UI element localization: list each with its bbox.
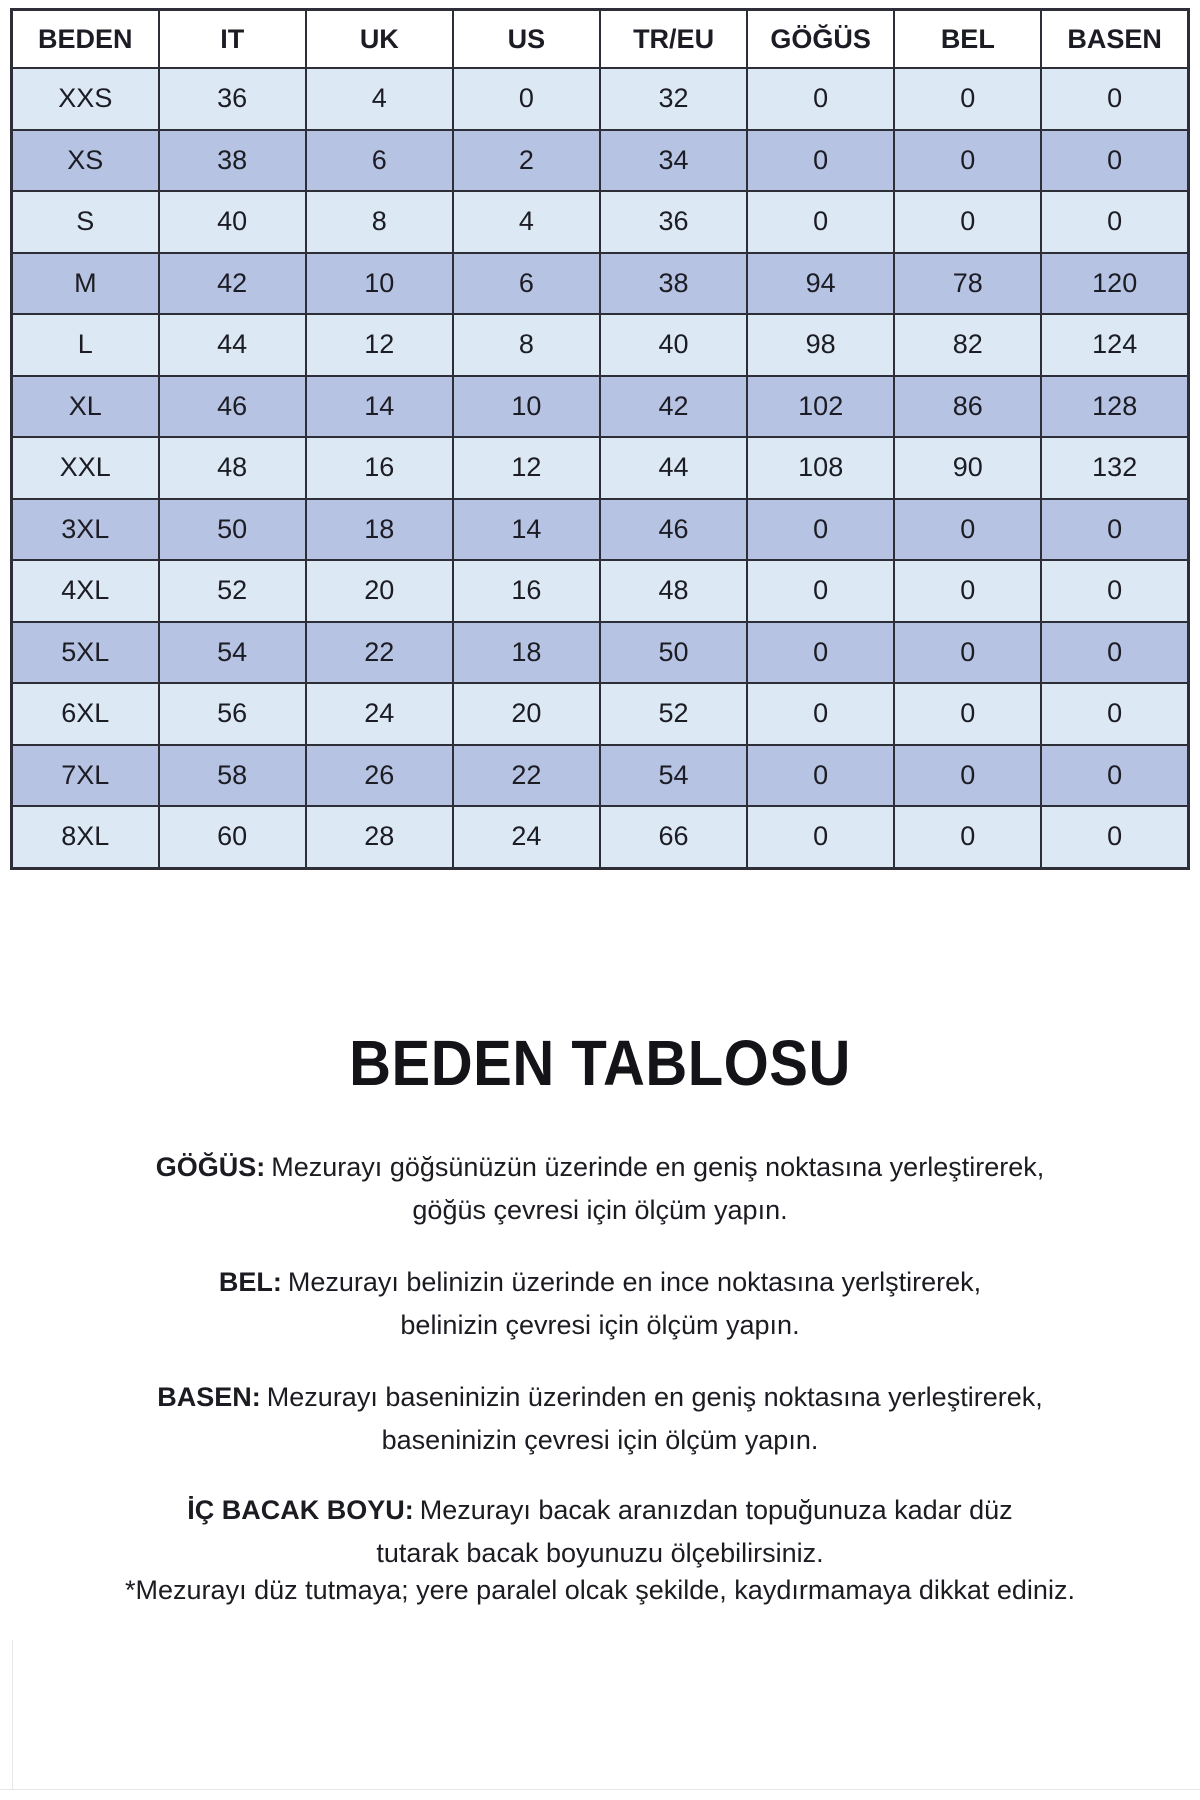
- size-value-cell: 40: [159, 191, 306, 253]
- size-value-cell: 40: [600, 314, 747, 376]
- size-value-cell: 44: [159, 314, 306, 376]
- size-value-cell: 44: [600, 437, 747, 499]
- column-header: GÖĞÜS: [747, 10, 894, 69]
- size-value-cell: 4: [453, 191, 600, 253]
- size-value-cell: 48: [159, 437, 306, 499]
- size-value-cell: 18: [306, 499, 453, 561]
- size-value-cell: 0: [894, 806, 1041, 868]
- instruction-line-1: [60, 1146, 1140, 1189]
- size-value-cell: 78: [894, 253, 1041, 315]
- size-value-cell: 50: [159, 499, 306, 561]
- instruction-line-2: belinizin çevresi için ölçüm yapın.: [400, 1310, 800, 1340]
- column-header: BEL: [894, 10, 1041, 69]
- size-value-cell: 0: [1041, 683, 1188, 745]
- size-value-cell: 18: [453, 622, 600, 684]
- size-value-cell: 6: [306, 130, 453, 192]
- column-header: BASEN: [1041, 10, 1188, 69]
- size-label-cell: 6XL: [12, 683, 159, 745]
- size-value-cell: 124: [1041, 314, 1188, 376]
- size-value-cell: 4: [306, 68, 453, 130]
- instruction-label: İÇ BACAK BOYU:: [187, 1495, 414, 1525]
- size-value-cell: 12: [306, 314, 453, 376]
- size-value-cell: 38: [159, 130, 306, 192]
- size-value-cell: 36: [159, 68, 306, 130]
- measurement-warning-note: *Mezurayı düz tutmaya; yere paralel olcak şekilde, kaydırmamaya dikkat ediniz.: [125, 1575, 1075, 1605]
- size-value-cell: 8: [306, 191, 453, 253]
- size-value-cell: 0: [747, 683, 894, 745]
- instruction-basen: [60, 1376, 1140, 1462]
- table-row: [12, 314, 1189, 376]
- size-value-cell: 12: [453, 437, 600, 499]
- size-label-cell: S: [12, 191, 159, 253]
- size-value-cell: 6: [453, 253, 600, 315]
- size-value-cell: 0: [894, 622, 1041, 684]
- size-value-cell: 52: [159, 560, 306, 622]
- instruction-line-1: [60, 1261, 1140, 1304]
- size-value-cell: 38: [600, 253, 747, 315]
- size-value-cell: 54: [159, 622, 306, 684]
- size-value-cell: 46: [600, 499, 747, 561]
- size-value-cell: 8: [453, 314, 600, 376]
- size-value-cell: 20: [453, 683, 600, 745]
- column-header: IT: [159, 10, 306, 69]
- size-value-cell: 24: [306, 683, 453, 745]
- size-label-cell: M: [12, 253, 159, 315]
- column-header: US: [453, 10, 600, 69]
- size-value-cell: 0: [894, 499, 1041, 561]
- size-value-cell: 0: [747, 130, 894, 192]
- size-value-cell: 16: [453, 560, 600, 622]
- size-label-cell: XXS: [12, 68, 159, 130]
- page-title: BEDEN TABLOSU: [349, 1027, 851, 1100]
- column-header: UK: [306, 10, 453, 69]
- size-value-cell: 0: [1041, 130, 1188, 192]
- instruction-label: BASEN:: [157, 1382, 261, 1412]
- size-label-cell: XXL: [12, 437, 159, 499]
- size-value-cell: 0: [894, 683, 1041, 745]
- instruction-line-2: baseninizin çevresi için ölçüm yapın.: [381, 1425, 819, 1455]
- size-value-cell: 108: [747, 437, 894, 499]
- size-value-cell: 0: [747, 745, 894, 807]
- size-value-cell: 94: [747, 253, 894, 315]
- size-value-cell: 0: [1041, 68, 1188, 130]
- size-value-cell: 0: [1041, 560, 1188, 622]
- size-value-cell: 0: [894, 745, 1041, 807]
- size-value-cell: 120: [1041, 253, 1188, 315]
- size-value-cell: 10: [306, 253, 453, 315]
- size-value-cell: 82: [894, 314, 1041, 376]
- size-value-cell: 0: [747, 622, 894, 684]
- size-value-cell: 0: [747, 68, 894, 130]
- size-value-cell: 0: [1041, 499, 1188, 561]
- size-value-cell: 10: [453, 376, 600, 438]
- size-value-cell: 0: [894, 191, 1041, 253]
- size-value-cell: 90: [894, 437, 1041, 499]
- table-row: [12, 806, 1189, 868]
- table-row: [12, 376, 1189, 438]
- instruction-ic-bacak-boyu: [60, 1489, 1140, 1575]
- size-label-cell: 4XL: [12, 560, 159, 622]
- size-value-cell: 60: [159, 806, 306, 868]
- size-value-cell: 102: [747, 376, 894, 438]
- size-table: [10, 8, 1190, 870]
- size-value-cell: 0: [747, 191, 894, 253]
- size-label-cell: XL: [12, 376, 159, 438]
- size-value-cell: 36: [600, 191, 747, 253]
- size-value-cell: 0: [1041, 191, 1188, 253]
- size-value-cell: 22: [453, 745, 600, 807]
- size-value-cell: 98: [747, 314, 894, 376]
- size-value-cell: 22: [306, 622, 453, 684]
- instruction-text: Mezurayı göğsünüzün üzerinde en geniş noktasına yerleştirerek,: [271, 1152, 1045, 1182]
- size-value-cell: 0: [747, 499, 894, 561]
- table-row: [12, 437, 1189, 499]
- instruction-label: GÖĞÜS:: [155, 1152, 266, 1182]
- size-value-cell: 128: [1041, 376, 1188, 438]
- instruction-line-2: göğüs çevresi için ölçüm yapın.: [412, 1195, 788, 1225]
- size-value-cell: 24: [453, 806, 600, 868]
- table-row: [12, 68, 1189, 130]
- column-header: BEDEN: [12, 10, 159, 69]
- instruction-line-2: tutarak bacak boyunuzu ölçebilirsiniz.: [376, 1538, 824, 1568]
- size-label-cell: 7XL: [12, 745, 159, 807]
- size-label-cell: 5XL: [12, 622, 159, 684]
- size-label-cell: 8XL: [12, 806, 159, 868]
- size-value-cell: 52: [600, 683, 747, 745]
- panel-edge-horizontal: [0, 1789, 1200, 1790]
- size-value-cell: 16: [306, 437, 453, 499]
- instruction-text: Mezurayı baseninizin üzerinden en geniş noktasına yerleştirerek,: [266, 1382, 1043, 1412]
- column-header: TR/EU: [600, 10, 747, 69]
- size-value-cell: 48: [600, 560, 747, 622]
- size-value-cell: 0: [894, 68, 1041, 130]
- instruction-bel: [60, 1261, 1140, 1347]
- size-value-cell: 58: [159, 745, 306, 807]
- size-value-cell: 0: [453, 68, 600, 130]
- table-row: [12, 130, 1189, 192]
- size-value-cell: 32: [600, 68, 747, 130]
- size-value-cell: 0: [1041, 745, 1188, 807]
- instruction-gogus: [60, 1146, 1140, 1232]
- table-row: [12, 560, 1189, 622]
- size-value-cell: 0: [747, 806, 894, 868]
- size-value-cell: 26: [306, 745, 453, 807]
- size-value-cell: 14: [306, 376, 453, 438]
- size-label-cell: L: [12, 314, 159, 376]
- table-row: [12, 683, 1189, 745]
- size-value-cell: 0: [894, 130, 1041, 192]
- size-value-cell: 86: [894, 376, 1041, 438]
- table-row: [12, 745, 1189, 807]
- instruction-text: Mezurayı bacak aranızdan topuğunuza kadar düz: [419, 1495, 1013, 1525]
- size-value-cell: 54: [600, 745, 747, 807]
- size-value-cell: 2: [453, 130, 600, 192]
- size-value-cell: 20: [306, 560, 453, 622]
- table-row: [12, 622, 1189, 684]
- size-value-cell: 0: [747, 560, 894, 622]
- size-table-header-row: [12, 10, 1189, 69]
- size-value-cell: 34: [600, 130, 747, 192]
- size-label-cell: XS: [12, 130, 159, 192]
- size-value-cell: 14: [453, 499, 600, 561]
- size-value-cell: 56: [159, 683, 306, 745]
- size-value-cell: 28: [306, 806, 453, 868]
- size-value-cell: 66: [600, 806, 747, 868]
- table-row: [12, 499, 1189, 561]
- panel-edge-vertical: [12, 1640, 13, 1789]
- size-value-cell: 46: [159, 376, 306, 438]
- size-value-cell: 132: [1041, 437, 1188, 499]
- instruction-text: Mezurayı belinizin üzerinde en ince noktasına yerlştirerek,: [287, 1267, 982, 1297]
- table-row: [12, 253, 1189, 315]
- size-value-cell: 42: [159, 253, 306, 315]
- size-label-cell: 3XL: [12, 499, 159, 561]
- instruction-line-1: [60, 1376, 1140, 1419]
- instruction-label: BEL:: [218, 1267, 282, 1297]
- size-value-cell: 0: [1041, 806, 1188, 868]
- size-value-cell: 50: [600, 622, 747, 684]
- size-value-cell: 0: [894, 560, 1041, 622]
- table-row: [12, 191, 1189, 253]
- instruction-line-1: [60, 1489, 1140, 1532]
- size-value-cell: 42: [600, 376, 747, 438]
- size-value-cell: 0: [1041, 622, 1188, 684]
